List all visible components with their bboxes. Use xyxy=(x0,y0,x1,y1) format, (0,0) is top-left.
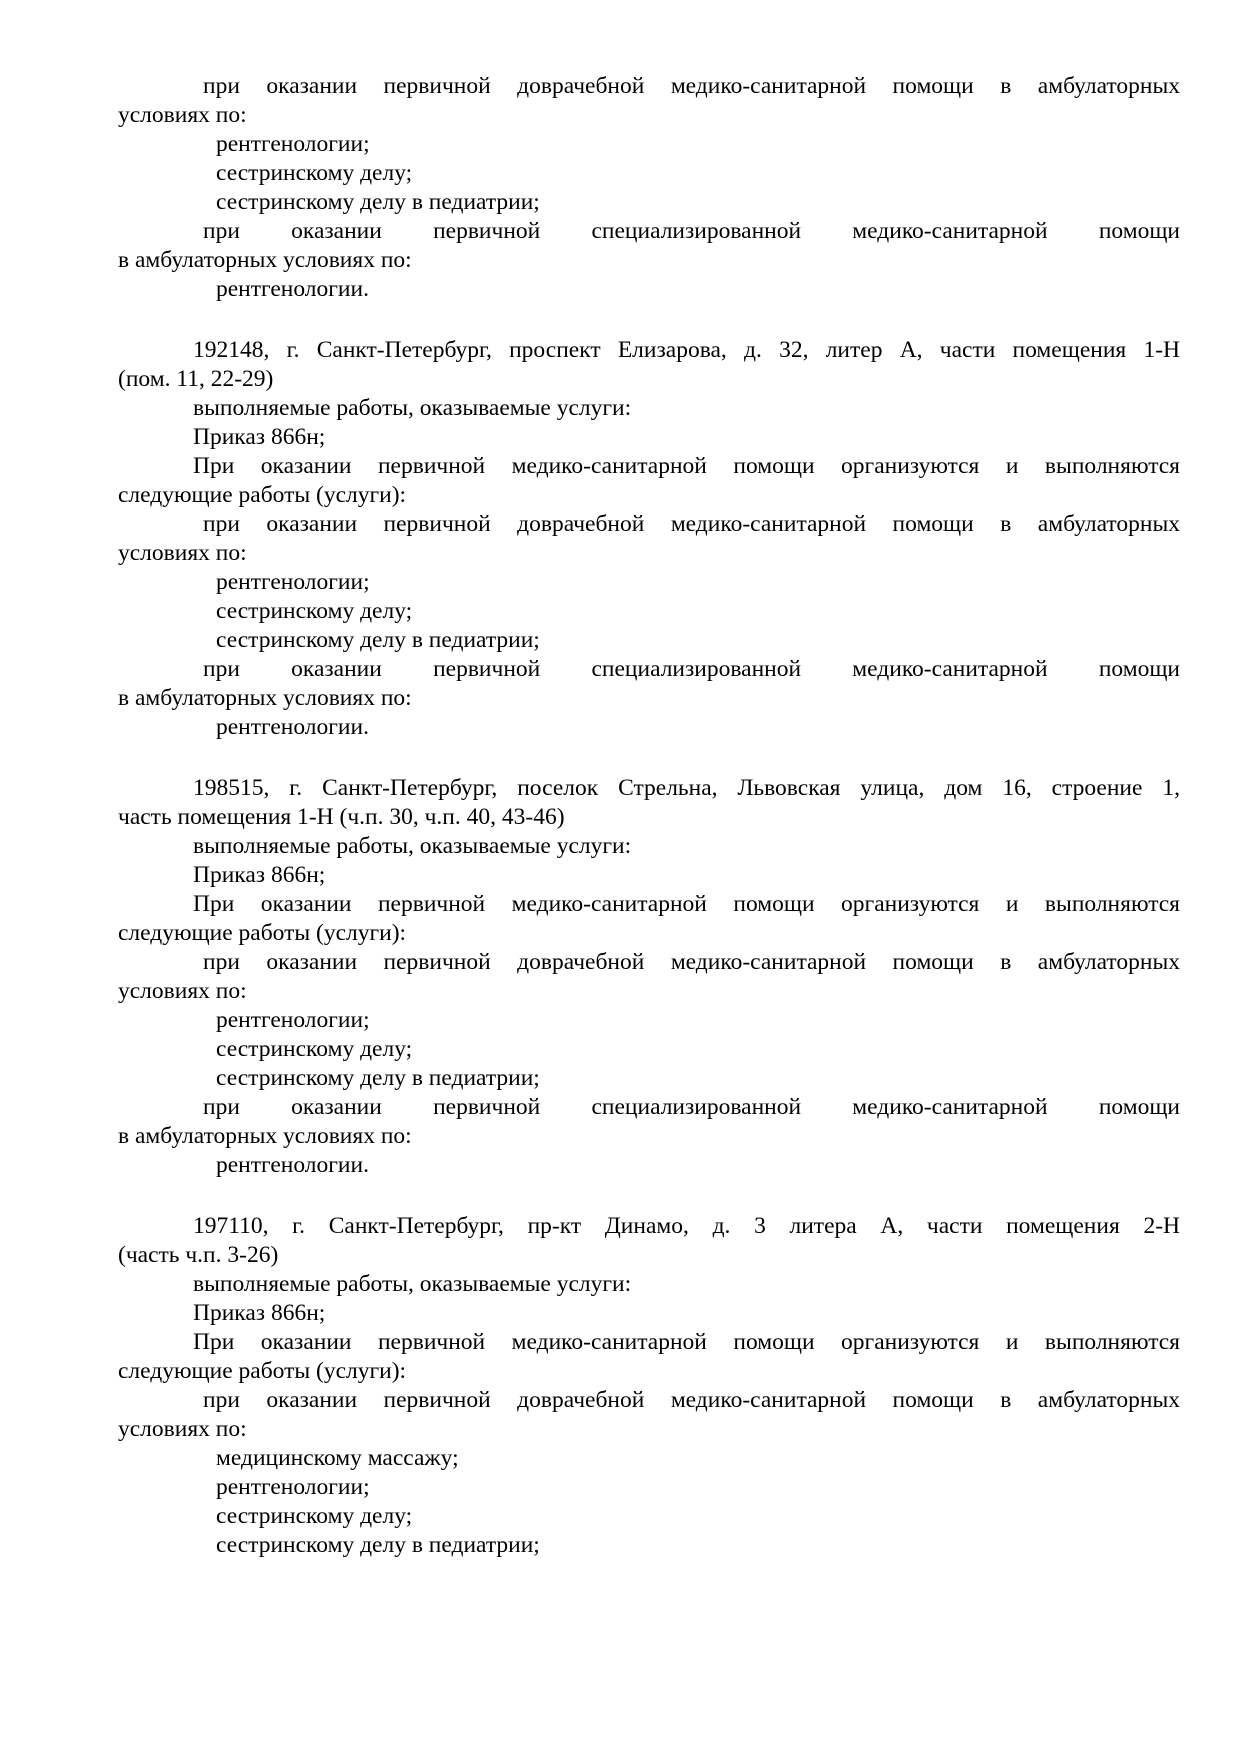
address-line: 198515, г. Санкт-Петербург, поселок Стрельна, Львовская улица, дом 16, строение 1, xyxy=(193,775,1180,801)
address-line-cont: (пом. 11, 22-29) xyxy=(118,366,274,392)
works-label: выполняемые работы, оказываемые услуги: xyxy=(193,1271,632,1297)
service-group xyxy=(118,72,1180,217)
works-label: выполняемые работы, оказываемые услуги: xyxy=(193,395,632,421)
intro-line-cont: следующие работы (услуги): xyxy=(118,1358,407,1384)
intro-line: При оказании первичной медико-санитарной помощи организуются и выполняются xyxy=(193,891,1180,917)
address-section xyxy=(118,774,1180,1180)
group-heading: при оказании первичной доврачебной медико-санитарной помощи в амбулаторных xyxy=(203,73,1180,99)
intro-line: При оказании первичной медико-санитарной помощи организуются и выполняются xyxy=(193,453,1180,479)
group-heading: при оказании первичной специализированной медико-санитарной помощи xyxy=(203,218,1180,244)
group-heading: при оказании первичной доврачебной медико-санитарной помощи в амбулаторных xyxy=(203,949,1180,975)
continuation-block xyxy=(118,72,1180,304)
order-ref: Приказ 866н; xyxy=(193,862,326,888)
address-line-cont: (часть ч.п. 3-26) xyxy=(118,1242,279,1268)
works-label: выполняемые работы, оказываемые услуги: xyxy=(193,833,632,859)
service-item: сестринскому делу; xyxy=(216,160,413,186)
service-item: сестринскому делу; xyxy=(216,1503,413,1529)
group-heading: при оказании первичной специализированной медико-санитарной помощи xyxy=(203,1094,1180,1120)
group-heading: при оказании первичной специализированной медико-санитарной помощи xyxy=(203,656,1180,682)
service-group xyxy=(118,510,1180,655)
service-item: рентгенологии. xyxy=(216,276,369,302)
group-heading: при оказании первичной доврачебной медико-санитарной помощи в амбулаторных xyxy=(203,511,1180,537)
service-item: рентгенологии; xyxy=(216,1007,370,1033)
address-line-cont: часть помещения 1-Н (ч.п. 30, ч.п. 40, 43-46) xyxy=(118,804,565,830)
order-ref: Приказ 866н; xyxy=(193,1300,326,1326)
service-item: рентгенологии; xyxy=(216,131,370,157)
service-item: сестринскому делу в педиатрии; xyxy=(216,1532,540,1558)
service-item: сестринскому делу; xyxy=(216,598,413,624)
group-heading-cont: в амбулаторных условиях по: xyxy=(118,1123,412,1149)
group-heading-cont: условиях по: xyxy=(118,102,247,128)
group-heading-cont: в амбулаторных условиях по: xyxy=(118,685,412,711)
group-heading-cont: условиях по: xyxy=(118,540,247,566)
intro-line-cont: следующие работы (услуги): xyxy=(118,920,407,946)
address-section xyxy=(118,1212,1180,1560)
service-item: сестринскому делу в педиатрии; xyxy=(216,1065,540,1091)
group-heading-cont: условиях по: xyxy=(118,1416,247,1442)
service-item: рентгенологии; xyxy=(216,569,370,595)
service-item: рентгенологии. xyxy=(216,714,369,740)
address-section xyxy=(118,336,1180,742)
group-heading-cont: условиях по: xyxy=(118,978,247,1004)
service-item: рентгенологии. xyxy=(216,1152,369,1178)
group-heading: при оказании первичной доврачебной медико-санитарной помощи в амбулаторных xyxy=(203,1387,1180,1413)
address-line: 197110, г. Санкт-Петербург, пр-кт Динамо, д. 3 литера А, части помещения 2-Н xyxy=(193,1213,1180,1239)
service-item: рентгенологии; xyxy=(216,1474,370,1500)
service-group xyxy=(118,217,1180,304)
service-item: сестринскому делу; xyxy=(216,1036,413,1062)
service-group xyxy=(118,948,1180,1093)
intro-line-cont: следующие работы (услуги): xyxy=(118,482,407,508)
intro-line: При оказании первичной медико-санитарной помощи организуются и выполняются xyxy=(193,1329,1180,1355)
service-item: медицинскому массажу; xyxy=(216,1445,459,1471)
service-group xyxy=(118,1093,1180,1180)
address-line: 192148, г. Санкт-Петербург, проспект Елизарова, д. 32, литер А, части помещения 1-Н xyxy=(193,337,1180,363)
service-group xyxy=(118,1386,1180,1560)
document-page xyxy=(118,72,1180,1560)
group-heading-cont: в амбулаторных условиях по: xyxy=(118,247,412,273)
order-ref: Приказ 866н; xyxy=(193,424,326,450)
service-item: сестринскому делу в педиатрии; xyxy=(216,189,540,215)
service-item: сестринскому делу в педиатрии; xyxy=(216,627,540,653)
service-group xyxy=(118,655,1180,742)
